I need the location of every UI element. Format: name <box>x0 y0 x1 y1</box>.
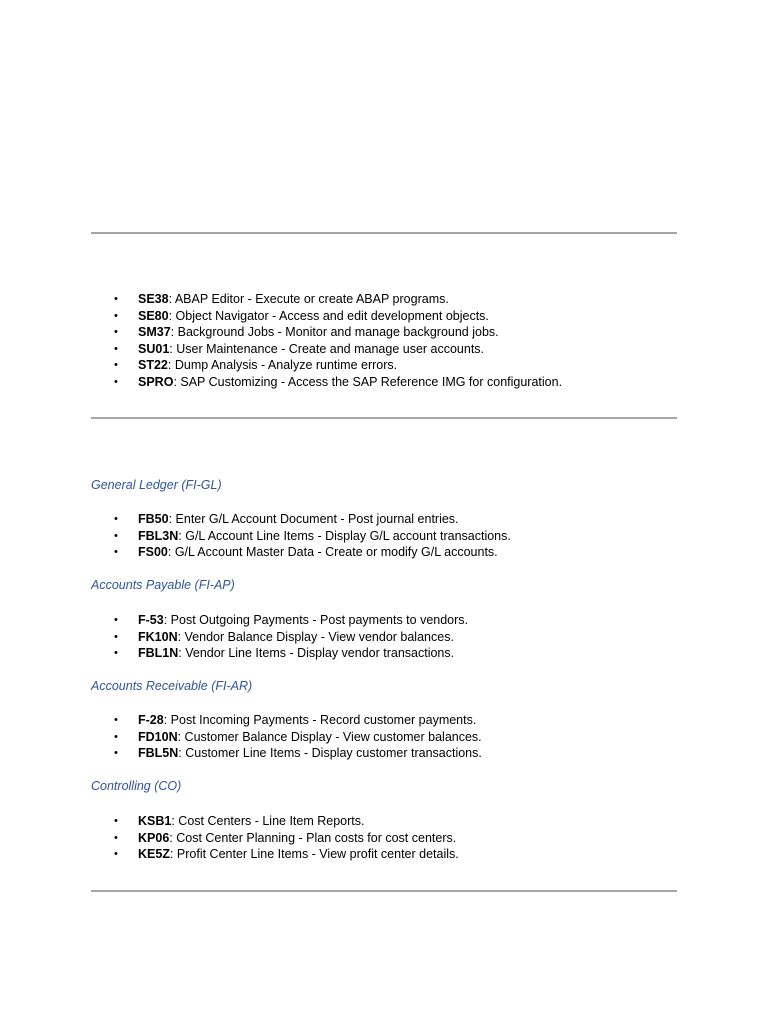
bullet-icon: • <box>114 730 118 743</box>
divider-1 <box>91 232 677 234</box>
bullet-icon: • <box>114 714 118 726</box>
list-item <box>0 374 768 391</box>
bullet-icon: • <box>114 326 118 338</box>
tcode: SE38 <box>138 292 169 306</box>
general-ledger-list <box>0 511 768 561</box>
tcode: FBL1N <box>138 646 179 660</box>
tcode-description: : Cost Center Planning - Plan costs for cost centers. <box>169 830 457 845</box>
tcode: FBL5N <box>138 746 179 760</box>
tcode: KP06 <box>138 830 170 845</box>
tcode-description: : SAP Customizing - Access the SAP Reference IMG for configuration. <box>173 374 563 389</box>
list-item <box>0 324 768 341</box>
bullet-icon: • <box>114 747 118 759</box>
tcode-description: : Object Navigator - Access and edit development objects. <box>168 308 489 323</box>
divider-3 <box>91 890 677 892</box>
list-item <box>0 308 768 325</box>
list-item <box>0 612 768 629</box>
accounts-receivable-list <box>0 712 768 762</box>
tcode-description: : Post Outgoing Payments - Post payments to vendors. <box>163 613 469 627</box>
tcode: F-53 <box>138 613 164 627</box>
tcode: SM37 <box>138 325 171 339</box>
tcode-description: : Vendor Balance Display - View vendor balances. <box>177 629 454 644</box>
list-item <box>0 341 768 358</box>
tcode-description: : Enter G/L Account Document - Post journal entries. <box>168 512 459 526</box>
tcode-description: : G/L Account Line Items - Display G/L account transactions. <box>178 528 511 543</box>
tcode-description: : Dump Analysis - Analyze runtime errors. <box>167 358 398 372</box>
controlling-list <box>0 813 768 863</box>
basis-transaction-list <box>0 291 768 390</box>
bullet-icon: • <box>114 293 118 305</box>
bullet-icon: • <box>114 614 118 626</box>
tcode-description: : Profit Center Line Items - View profit center details. <box>169 847 459 861</box>
bullet-icon: • <box>114 831 118 844</box>
tcode: FS00 <box>138 545 168 559</box>
tcode-description: : User Maintenance - Create and manage user accounts. <box>169 341 485 356</box>
tcode: SPRO <box>138 374 174 389</box>
section-heading-accounts-receivable: Accounts Receivable (FI-AR) <box>91 679 253 693</box>
list-item <box>0 544 768 561</box>
tcode-description: : Cost Centers - Line Item Reports. <box>171 814 365 828</box>
list-item <box>0 712 768 729</box>
bullet-icon: • <box>114 359 118 371</box>
tcode-description: : Vendor Line Items - Display vendor transactions. <box>178 646 455 660</box>
tcode-description: : Customer Line Items - Display customer transactions. <box>178 746 482 760</box>
tcode-description: : ABAP Editor - Execute or create ABAP programs. <box>168 292 449 306</box>
list-item <box>0 629 768 646</box>
tcode-description: : Customer Balance Display - View customer balances. <box>177 729 482 744</box>
bullet-icon: • <box>114 815 118 827</box>
bullet-icon: • <box>114 513 118 525</box>
bullet-icon: • <box>114 546 118 558</box>
tcode: FB50 <box>138 512 169 526</box>
tcode: SE80 <box>138 308 169 323</box>
bullet-icon: • <box>114 342 118 355</box>
section-heading-accounts-payable: Accounts Payable (FI-AP) <box>91 578 235 592</box>
tcode-description: : Background Jobs - Monitor and manage background jobs. <box>170 325 499 339</box>
list-item <box>0 830 768 847</box>
bullet-icon: • <box>114 848 118 860</box>
list-item <box>0 645 768 662</box>
bullet-icon: • <box>114 647 118 659</box>
list-item <box>0 528 768 545</box>
bullet-icon: • <box>114 309 118 322</box>
list-item <box>0 729 768 746</box>
section-heading-general-ledger: General Ledger (FI-GL) <box>91 478 222 492</box>
bullet-icon: • <box>114 529 118 542</box>
tcode-description: : Post Incoming Payments - Record customer payments. <box>163 713 477 727</box>
accounts-payable-list <box>0 612 768 662</box>
tcode: KSB1 <box>138 814 172 828</box>
list-item <box>0 357 768 374</box>
divider-2 <box>91 417 677 419</box>
tcode: ST22 <box>138 358 168 372</box>
tcode: SU01 <box>138 341 170 356</box>
tcode: KE5Z <box>138 847 170 861</box>
tcode: FBL3N <box>138 528 179 543</box>
tcode-description: : G/L Account Master Data - Create or modify G/L accounts. <box>167 545 498 559</box>
list-item <box>0 745 768 762</box>
list-item <box>0 846 768 863</box>
bullet-icon: • <box>114 375 118 388</box>
tcode: F-28 <box>138 713 164 727</box>
tcode: FD10N <box>138 729 178 744</box>
section-heading-controlling: Controlling (CO) <box>91 779 182 793</box>
list-item <box>0 813 768 830</box>
list-item <box>0 511 768 528</box>
bullet-icon: • <box>114 630 118 643</box>
tcode: FK10N <box>138 629 178 644</box>
list-item <box>0 291 768 308</box>
